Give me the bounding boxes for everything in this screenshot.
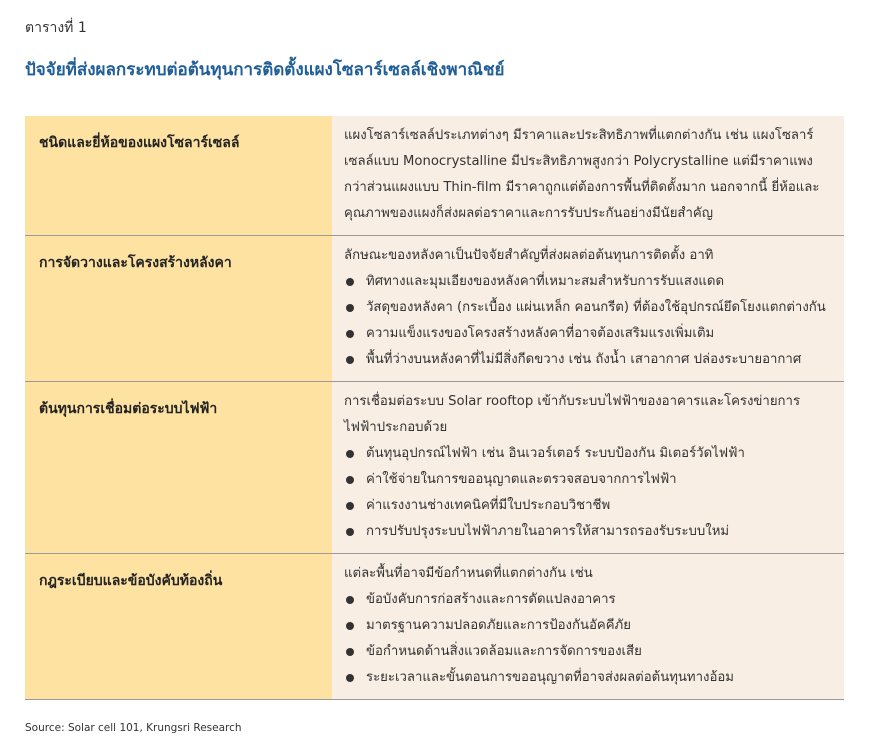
factor-description: [332, 116, 844, 236]
factor-description: [332, 382, 844, 554]
bullet-list: [344, 587, 828, 691]
table-title: ปัจจัยที่ส่งผลกระทบต่อต้นทุนการติดตั้งแผงโซลาร์เซลล์เชิงพาณิชย์: [25, 60, 505, 80]
bullet-item: ข้อกำหนดด้านสิ่งแวดล้อมและการจัดการของเสีย: [344, 639, 828, 665]
source-note: Source: Solar cell 101, Krungsri Research: [25, 722, 242, 734]
bullet-item: วัสดุของหลังคา (กระเบื้อง แผ่นเหล็ก คอนกรีต) ที่ต้องใช้อุปกรณ์ยึดโยงแตกต่างกัน: [344, 295, 828, 321]
factor-name: กฎระเบียบและข้อบังคับท้องถิ่น: [25, 554, 332, 700]
table-row: [25, 554, 844, 700]
bullet-item: ความแข็งแรงของโครงสร้างหลังคาที่อาจต้องเสริมแรงเพิ่มเติม: [344, 321, 828, 347]
cost-factor-table: [25, 116, 844, 700]
bullet-item: ค่าใช้จ่ายในการขออนุญาตและตรวจสอบจากการไฟฟ้า: [344, 467, 828, 493]
bullet-item: ค่าแรงงานช่างเทคนิคที่มีใบประกอบวิชาชีพ: [344, 493, 828, 519]
factor-name: ชนิดและยี่ห้อของแผงโซลาร์เซลล์: [25, 116, 332, 236]
bullet-list: [344, 441, 828, 545]
factor-description: [332, 236, 844, 382]
factor-name: การจัดวางและโครงสร้างหลังคา: [25, 236, 332, 382]
bullet-item: พื้นที่ว่างบนหลังคาที่ไม่มีสิ่งกีดขวาง เช่น ถังน้ำ เสาอากาศ ปล่องระบายอากาศ: [344, 347, 828, 373]
table-row: [25, 236, 844, 382]
bullet-item: ต้นทุนอุปกรณ์ไฟฟ้า เช่น อินเวอร์เตอร์ ระบบป้องกัน มิเตอร์วัดไฟฟ้า: [344, 441, 828, 467]
table-row: [25, 116, 844, 236]
description-intro: แผงโซลาร์เซลล์ประเภทต่างๆ มีราคาและประสิทธิภาพที่แตกต่างกัน เช่น แผงโซลาร์เซลล์แบบ Monocrystalline มีประสิทธิภาพสูงกว่า Polycrystalline แต่มีราคาแพงกว่าส่วนแผงแบบ Thin-film มีราคาถูกแต่ต้องการพื้นที่ติดตั้งมาก นอกจากนี้ ยี่ห้อและคุณภาพของแผงก็ส่งผลต่อราคาและการรับประกันอย่างมีนัยสำคัญ: [344, 128, 820, 221]
factor-description: [332, 554, 844, 700]
bullet-list: [344, 269, 828, 373]
factor-name: ต้นทุนการเชื่อมต่อระบบไฟฟ้า: [25, 382, 332, 554]
description-intro: แต่ละพื้นที่อาจมีข้อกำหนดที่แตกต่างกัน เช่น: [344, 566, 593, 581]
table-number-label: ตารางที่ 1: [25, 20, 87, 36]
description-intro: ลักษณะของหลังคาเป็นปัจจัยสำคัญที่ส่งผลต่อต้นทุนการติดตั้ง อาทิ: [344, 248, 714, 263]
bullet-item: การปรับปรุงระบบไฟฟ้าภายในอาคารให้สามารถรองรับระบบใหม่: [344, 519, 828, 545]
bullet-item: มาตรฐานความปลอดภัยและการป้องกันอัคคีภัย: [344, 613, 828, 639]
description-intro: การเชื่อมต่อระบบ Solar rooftop เข้ากับระบบไฟฟ้าของอาคารและโครงข่ายการไฟฟ้าประกอบด้วย: [344, 394, 801, 435]
bullet-item: ข้อบังคับการก่อสร้างและการดัดแปลงอาคาร: [344, 587, 828, 613]
bullet-item: ระยะเวลาและขั้นตอนการขออนุญาตที่อาจส่งผลต่อต้นทุนทางอ้อม: [344, 665, 828, 691]
table-row: [25, 382, 844, 554]
bullet-item: ทิศทางและมุมเอียงของหลังคาที่เหมาะสมสำหรับการรับแสงแดด: [344, 269, 828, 295]
